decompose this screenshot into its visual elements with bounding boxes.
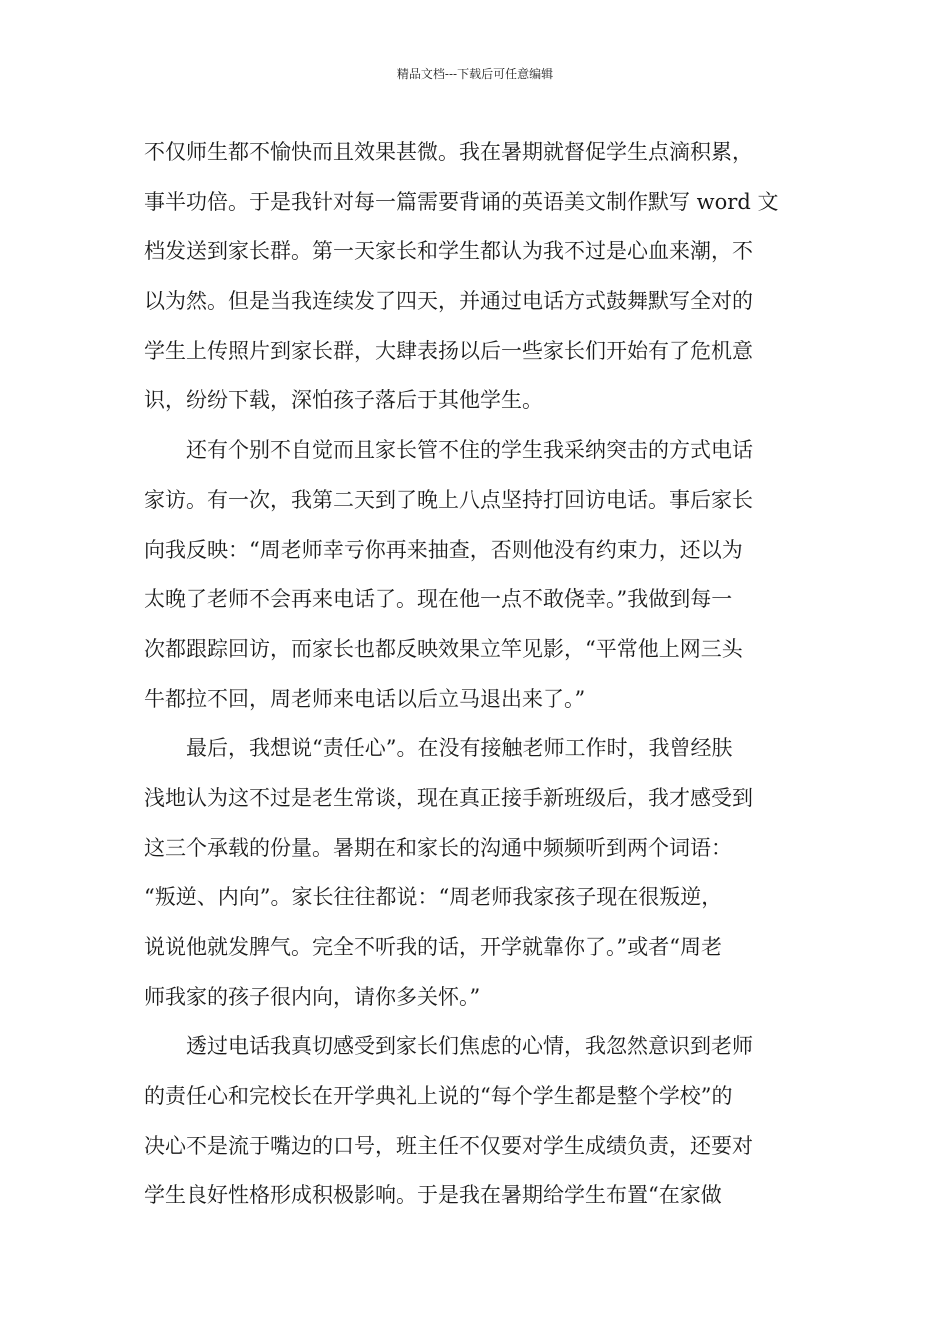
paragraph-2-line: 牛都拉不回，周老师来电话以后立马退出来了。” bbox=[144, 686, 586, 711]
paragraph-4-line: 学生良好性格形成积极影响。于是我在暑期给学生布置“在家做 bbox=[144, 1183, 722, 1208]
paragraph-2-line: 家访。有一次，我第二天到了晚上八点坚持打回访电话。事后家长 bbox=[144, 487, 753, 512]
paragraph-4-line: 的责任心和完校长在开学典礼上说的“每个学生都是整个学校”的 bbox=[144, 1084, 733, 1109]
paragraph-1-line: 学生上传照片到家长群，大肆表扬以后一些家长们开始有了危机意 bbox=[144, 338, 753, 363]
paragraph-4-line: 透过电话我真切感受到家长们焦虑的心情，我忽然意识到老师 bbox=[186, 1034, 753, 1059]
paragraph-3-line: 说说他就发脾气。完全不听我的话，开学就靠你了。”或者“周老 bbox=[144, 935, 722, 959]
paragraph-1-line: 不仅师生都不愉快而且效果甚微。我在暑期就督促学生点滴积累， bbox=[144, 140, 753, 164]
paragraph-4-line: 决心不是流于嘴边的口号，班主任不仅要对学生成绩负责，还要对 bbox=[144, 1133, 753, 1158]
paragraph-1-line: 事半功倍。于是我针对每一篇需要背诵的英语美文制作默写 word 文 bbox=[144, 189, 779, 214]
paragraph-3-line: 最后，我想说“责任心”。在没有接触老师工作时，我曾经肤 bbox=[186, 736, 733, 761]
paragraph-1-line: 以为然。但是当我连续发了四天，并通过电话方式鼓舞默写全对的 bbox=[144, 289, 753, 314]
page-header: 精品文档---下载后可任意编辑 bbox=[396, 67, 554, 81]
paragraph-1-line: 档发送到家长群。第一天家长和学生都认为我不过是心血来潮，不 bbox=[144, 239, 753, 264]
paragraph-3-line: “叛逆、内向”。家长往往都说：“周老师我家孩子现在很叛逆， bbox=[144, 885, 723, 910]
paragraph-2-line: 太晚了老师不会再来电话了。现在他一点不敢侥幸。”我做到每一 bbox=[144, 587, 733, 612]
document-body bbox=[144, 128, 810, 1221]
paragraph-3-line: 浅地认为这不过是老生常谈，现在真正接手新班级后，我才感受到 bbox=[144, 785, 753, 810]
paragraph-2-line: 向我反映：“周老师幸亏你再来抽查，否则他没有约束力，还以为 bbox=[144, 537, 743, 562]
paragraph-3-line: 这三个承载的份量。暑期在和家长的沟通中频频听到两个词语： bbox=[144, 835, 732, 860]
paragraph-1-line: 识，纷纷下载，深怕孩子落后于其他学生。 bbox=[144, 388, 543, 413]
paragraph-2-line: 还有个别不自觉而且家长管不住的学生我采纳突击的方式电话 bbox=[186, 438, 753, 463]
paragraph-2-line: 次都跟踪回访，而家长也都反映效果立竿见影，“平常他上网三头 bbox=[144, 636, 743, 661]
paragraph-3-line: 师我家的孩子很内向，请你多关怀。” bbox=[144, 984, 481, 1009]
